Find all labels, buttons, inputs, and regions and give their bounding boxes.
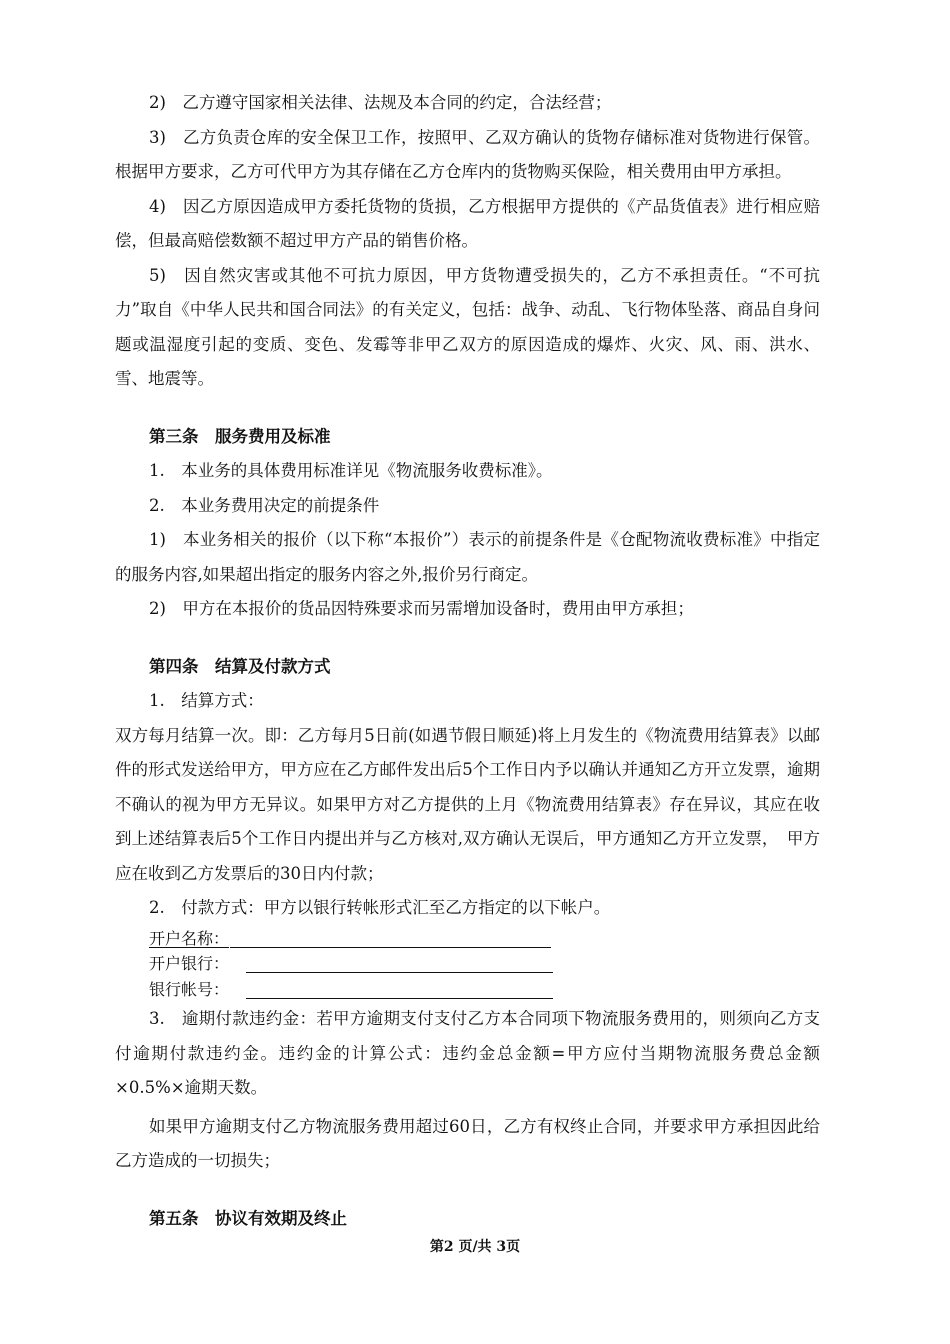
payment-title: 2. 付款方式：甲方以银行转帐形式汇至乙方指定的以下帐户。 <box>149 898 611 917</box>
account-name-row <box>115 926 820 952</box>
late-fee-clause: 3. 逾期付款违约金：若甲方逾期支付支付乙方本合同项下物流服务费用的，则须向乙方支付逾期付款违约金。违约金的计算公式：违约金总金额=甲方应付当期物流服务费总金额×0.5%×逾期天数。 <box>115 1009 820 1097</box>
account-bank-row <box>115 951 820 977</box>
section-3-item-2: 2. 本业务费用决定的前提条件 <box>149 495 380 515</box>
section-gap <box>115 1179 820 1202</box>
termination-clause: 如果甲方逾期支付乙方物流服务费用超过60日，乙方有权终止合同，并要求甲方承担因此给乙方造成的一切损失； <box>115 1116 820 1170</box>
account-bank-label: 开户银行： <box>149 954 230 973</box>
clause-2-2: 2) 乙方遵守国家相关法律、法规及本合同的约定，合法经营； <box>149 93 612 112</box>
account-name-label: 开户名称： <box>149 928 230 948</box>
account-bank-blank[interactable] <box>246 972 553 973</box>
section-3-item-1: 1. 本业务的具体费用标准详见《物流服务收费标准》。 <box>149 461 553 480</box>
document-body <box>115 86 820 1236</box>
page-footer: 第2 页/共 3页 <box>429 1239 521 1255</box>
account-number-row <box>115 977 820 1003</box>
clause-2-3: 3) 乙方负责仓库的安全保卫工作，按照甲、乙双方确认的货物存储标准对货物进行保管。根据甲方要求，乙方可代甲方为其存储在乙方仓库内的货物购买保险，相关费用由甲方承担。 <box>115 127 820 181</box>
section-gap <box>115 627 820 650</box>
section-5-heading: 第五条 协议有效期及终止 <box>149 1208 347 1228</box>
section-3-item-2-2: 2) 甲方在本报价的货品因特殊要求而另需增加设备时，费用由甲方承担； <box>149 599 694 618</box>
section-gap <box>115 397 820 420</box>
account-name-blank[interactable] <box>230 947 551 948</box>
settlement-body: 双方每月结算一次。即：乙方每月5日前(如遇节假日顺延)将上月发生的《物流费用结算表》以邮件的形式发送给甲方，甲方应在乙方邮件发出后5个工作日内予以确认并通知乙方开立发票，逾期不确认的视为甲方无异议。如果甲方对乙方提供的上月《物流费用结算表》存在异议，其应在收到上述结算表后5个工作日内提出并与乙方核对,双方确认无误后，甲方通知乙方开立发票， 甲方应在收到乙方发票后的30日内付款； <box>115 725 820 883</box>
account-number-label: 银行帐号： <box>149 979 230 999</box>
account-number-blank[interactable] <box>246 998 553 999</box>
account-fields <box>115 926 820 1003</box>
clause-2-4: 4) 因乙方原因造成甲方委托货物的货损，乙方根据甲方提供的《产品货值表》进行相应赔偿，但最高赔偿数额不超过甲方产品的销售价格。 <box>115 196 820 250</box>
section-4-heading: 第四条 结算及付款方式 <box>149 656 331 676</box>
clause-2-5: 5) 因自然灾害或其他不可抗力原因，甲方货物遭受损失的，乙方不承担责任。“不可抗力”取自《中华人民共和国合同法》的有关定义，包括：战争、动乱、飞行物体坠落、商品自身问题或温湿度引起的变质、变色、发霉等非甲乙双方的原因造成的爆炸、火灾、风、雨、洪水、雪、地震等。 <box>115 265 820 388</box>
section-3-item-2-1: 1) 本业务相关的报价（以下称“本报价”）表示的前提条件是《仓配物流收费标准》中指定的服务内容,如果超出指定的服务内容之外,报价另行商定。 <box>115 530 820 584</box>
section-3-heading: 第三条 服务费用及标准 <box>149 426 331 446</box>
settlement-title: 1. 结算方式： <box>149 691 264 710</box>
